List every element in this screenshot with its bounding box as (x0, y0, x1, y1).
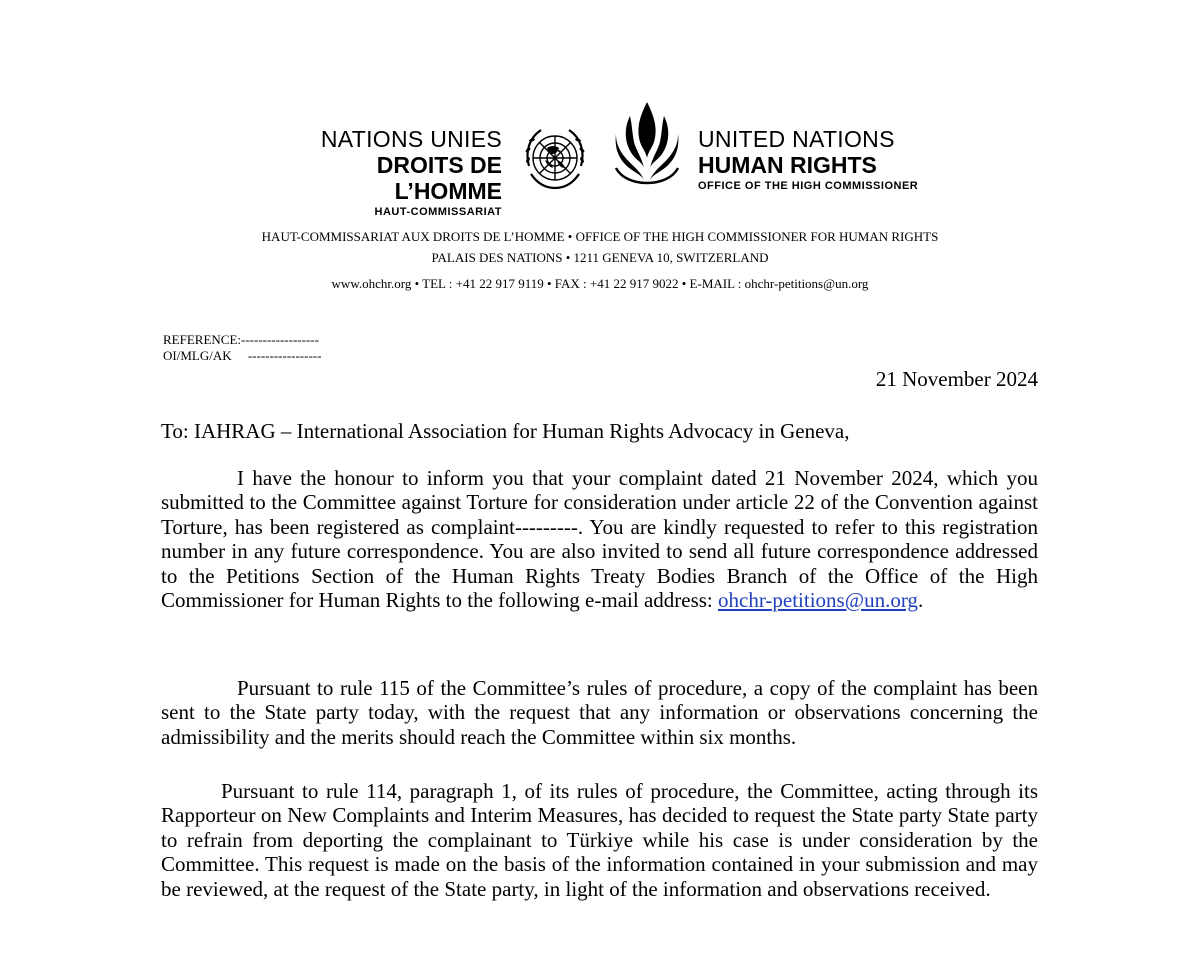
recipient-line (161, 419, 1038, 443)
reference-code: OI/MLG/AK ----------------- (163, 348, 322, 363)
logo-fr-line3: HAUT-COMMISSARIAT (374, 206, 502, 218)
logo-en-line2: HUMAN RIGHTS (698, 152, 877, 178)
reference-line: REFERENCE:------------------ (163, 332, 319, 347)
human-rights-flame-icon (606, 98, 688, 194)
paragraph-registration-text: I have the honour to inform you that your complaint dated 21 November 2024, which you submitted to the Committee against Torture for consideration under article 22 of the Convention against Torture, has been registered as complaint---------. You are kindly requested to refer to this registration number in any future correspondence. You are also invited to send all future correspondence addressed to the Petitions Section of the Human Rights Treaty Bodies Branch of the Office of the High Commissioner for Human Rights to the following e-mail address: (161, 466, 1038, 613)
recipient-text: To: IAHRAG – International Association for Human Rights Advocacy in Geneva, (161, 419, 850, 443)
logo-french-text (292, 126, 502, 220)
logo-en-line1: UNITED NATIONS (698, 126, 895, 152)
paragraph-rule-115-text: Pursuant to rule 115 of the Committee’s rules of procedure, a copy of the complaint has been sent to the State party today, with the request that any information or observations concerning the admissibility and the merits should reach the Committee within six months. (161, 676, 1038, 749)
letterhead-office-line: HAUT-COMMISSARIAT AUX DROITS DE L’HOMME • OFFICE OF THE HIGH COMMISSIONER FOR HUMAN RIGHTS (261, 229, 939, 244)
logo-fr-line1: NATIONS UNIES (320, 126, 502, 152)
un-emblem-icon (519, 122, 591, 194)
paragraph-rule-114-text: Pursuant to rule 114, paragraph 1, of its rules of procedure, the Committee, acting through its Rapporteur on New Complaints and Interim Measures, has decided to request the State party State party to refrain from deporting the complainant to Türkiye while his case is under consideration by the Committee. This request is made on the basis of the information contained in your submission and may be reviewed, at the request of the State party, in light of the information and observations received. (161, 779, 1038, 901)
petitions-email-link[interactable]: ohchr-petitions@un.org (718, 588, 918, 613)
letterhead-address-line: PALAIS DES NATIONS • 1211 GENEVA 10, SWITZERLAND (431, 250, 769, 265)
paragraph-rule-115 (161, 676, 1038, 749)
paragraph-rule-114 (161, 779, 1038, 901)
logo-english-text (698, 126, 938, 194)
paragraph-registration-end: . (917, 588, 924, 613)
logo-en-line3: OFFICE OF THE HIGH COMMISSIONER (698, 180, 919, 192)
letter-date: 21 November 2024 (875, 367, 1038, 391)
logo-fr-line2: DROITS DE L’HOMME (376, 152, 502, 204)
paragraph-registration (161, 466, 1038, 612)
letterhead-contact-line: www.ohchr.org • TEL : +41 22 917 9119 • FAX : +41 22 917 9022 • E-MAIL : ohchr-petitions@un.org (331, 276, 869, 291)
